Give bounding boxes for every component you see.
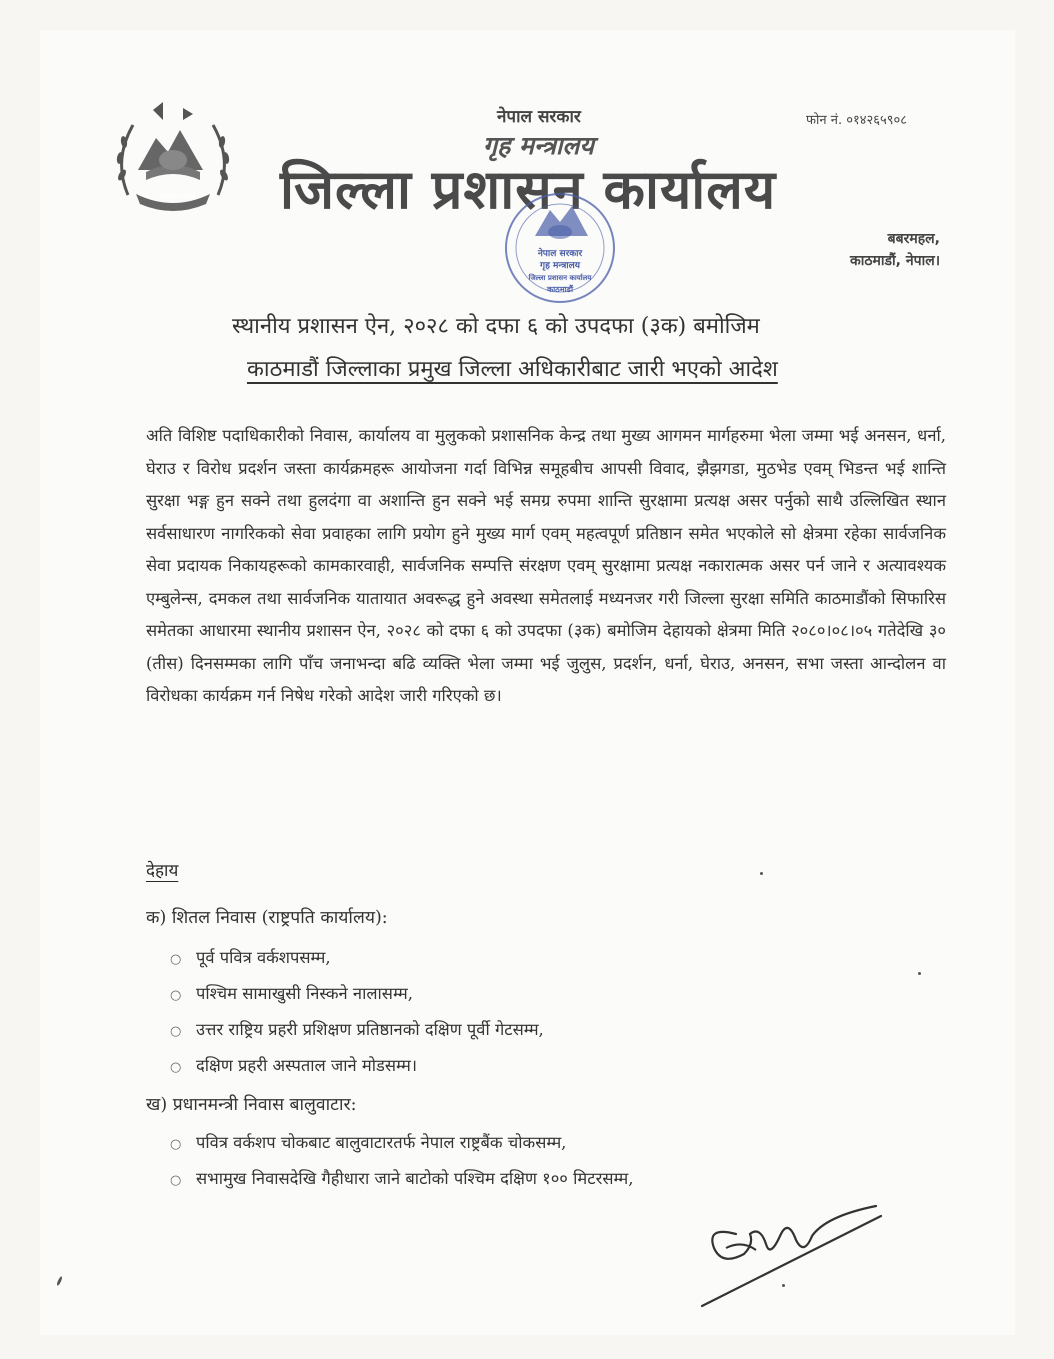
emblem-label: नेपाल सरकार	[160, 192, 196, 200]
address-line-2: काठमाडौं, नेपाल।	[850, 253, 940, 269]
list-item-text: सभामुख निवासदेखि गैहीधारा जाने बाटोको पश्चिम दक्षिण १०० मिटरसम्म,	[196, 1169, 634, 1188]
paper-speck	[760, 872, 763, 875]
list-item	[170, 1012, 544, 1048]
order-title-line-2: काठमाडौं जिल्लाका प्रमुख जिल्ला अधिकारीबाट जारी भएको आदेश	[247, 357, 778, 382]
nepal-emblem-icon	[108, 100, 238, 220]
list-item	[170, 1161, 634, 1197]
section-b-heading: ख) प्रधानमन्त्री निवास बालुवाटार:	[146, 1095, 357, 1115]
list-item	[170, 976, 544, 1012]
paper-speck	[918, 972, 921, 975]
seal-text-2: गृह मन्त्रालय	[540, 261, 580, 271]
section-a-heading: क) शितल निवास (राष्ट्रपति कार्यालय):	[146, 908, 388, 928]
order-title-line-1: स्थानीय प्रशासन ऐन, २०२८ को दफा ६ को उपदफा (३क) बमोजिम	[232, 314, 760, 339]
list-item-text: पूर्व पवित्र वर्कशपसम्म,	[196, 948, 331, 967]
section-b-list	[170, 1125, 634, 1197]
schedule-heading: देहाय	[146, 861, 179, 881]
list-item	[170, 1048, 544, 1084]
list-item	[170, 1125, 634, 1161]
bullet-icon: ○	[170, 1060, 182, 1075]
seal-text-3: जिल्ला प्रशासन कार्यालय	[528, 274, 592, 282]
phone-number: फोन नं. ०१४२६५९०८	[806, 113, 908, 128]
government-label: नेपाल सरकार	[497, 107, 581, 127]
ministry-name: गृह मन्त्रालय	[483, 131, 594, 160]
list-item	[170, 940, 544, 976]
office-address	[780, 228, 940, 272]
address-line-1: बबरमहल,	[887, 231, 940, 247]
office-name: जिल्ला प्रशासन कार्यालय	[280, 158, 777, 221]
paper-speck	[782, 1284, 785, 1287]
bullet-icon: ○	[170, 1024, 182, 1039]
bullet-icon: ○	[170, 988, 182, 1003]
order-body-paragraph: अति विशिष्ट पदाधिकारीको निवास, कार्यालय वा मुलुकको प्रशासनिक केन्द्र तथा मुख्य आगमन मार्गहरुमा भेला जम्मा भई अनसन, धर्ना, घेराउ र विरोध प्रदर्शन जस्ता कार्यक्रमहरू आयोजना गर्दा विभिन्न समूहबीच आपसी विवाद, झैझगडा, मुठभेड एवम् भिडन्त भई शान्ति सुरक्षा भङ्ग हुन सक्ने तथा हुलदंगा वा अशान्ति हुन सक्ने भई समग्र रुपमा शान्ति सुरक्षामा प्रत्यक्ष असर पर्नुको साथै उल्लिखित स्थान सर्वसाधारण नागरिकको सेवा प्रवाहका लागि प्रयोग हुने मुख्य मार्ग एवम् महत्वपूर्ण प्रतिष्ठान समेत भएकोले सो क्षेत्रमा रहेका सार्वजनिक सेवा प्रदायक निकायहरूको कामकारवाही, सार्वजनिक सम्पत्ति संरक्षण एवम् सुरक्षामा प्रत्यक्ष नकारात्मक असर पर्न जाने र अत्यावश्यक एम्बुलेन्स, दमकल तथा सार्वजनिक यातायात अवरूद्ध हुने अवस्था समेतलाई मध्यनजर गरी जिल्ला सुरक्षा समिति काठमाडौंको सिफारिस समेतका आधारमा स्थानीय प्रशासन ऐन, २०२८ को दफा ६ को उपदफा (३क) बमोजिम देहायको क्षेत्रमा मिति २०८०।०८।०५ गतेदेखि ३० (तीस) दिनसम्मका लागि पाँच जनाभन्दा बढि व्यक्ति भेला जम्मा भई जुलुस, प्रदर्शन, धर्ना, घेराउ, अनसन, सभा जस्ता आन्दोलन वा विरोधका कार्यक्रम गर्न निषेध गरेको आदेश जारी गरिएको छ।	[146, 426, 946, 705]
list-item-text: दक्षिण प्रहरी अस्पताल जाने मोडसम्म।	[196, 1056, 418, 1075]
signature-icon	[696, 1196, 886, 1316]
seal-text-4: काठमाडौं	[546, 285, 574, 294]
bullet-icon: ○	[170, 952, 182, 967]
bullet-icon: ○	[170, 1137, 182, 1152]
bullet-icon: ○	[170, 1173, 182, 1188]
office-seal-icon	[500, 188, 620, 308]
list-item-text: पवित्र वर्कशप चोकबाट बालुवाटारतर्फ नेपाल राष्ट्रबैंक चोकसम्म,	[196, 1133, 567, 1152]
section-a-list	[170, 940, 544, 1084]
list-item-text: उत्तर राष्ट्रिय प्रहरी प्रशिक्षण प्रतिष्ठानको दक्षिण पूर्वी गेटसम्म,	[196, 1020, 544, 1039]
list-item-text: पश्चिम सामाखुसी निस्कने नालासम्म,	[196, 984, 413, 1003]
seal-text-1: नेपाल सरकार	[537, 249, 583, 259]
